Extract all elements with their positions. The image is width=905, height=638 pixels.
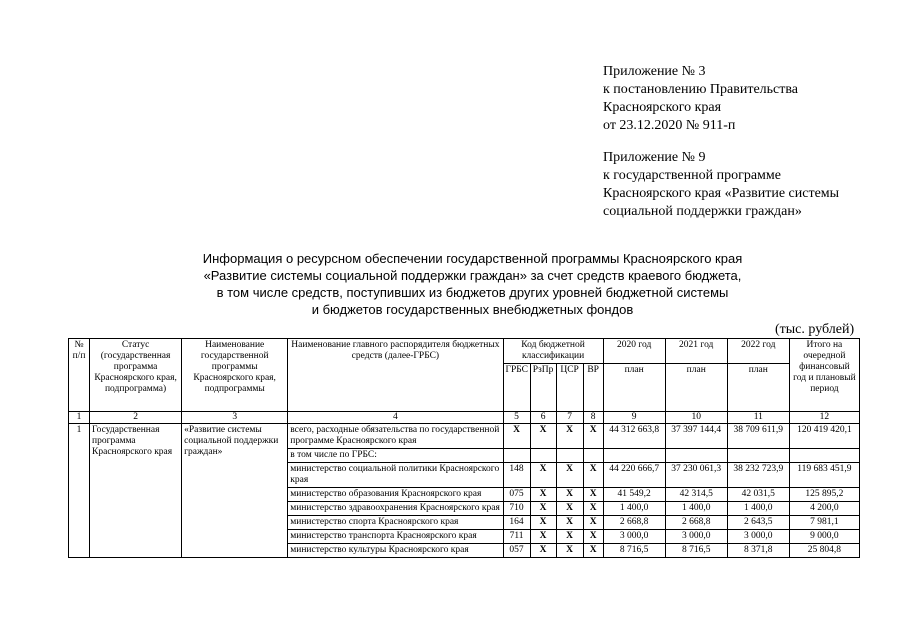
grbs-name: министерство культуры Красноярского края xyxy=(288,544,503,558)
code-cell: X xyxy=(530,544,556,558)
value-total: 7 981,1 xyxy=(789,516,859,530)
value-2020: 44 220 666,7 xyxy=(603,463,665,488)
annex-9-block xyxy=(603,149,839,221)
incl-grbs-label: в том числе по ГРБС: xyxy=(288,449,503,463)
value-2022: 38 709 611,9 xyxy=(727,424,789,449)
column-number: 6 xyxy=(530,412,556,424)
code-cell: X xyxy=(556,502,583,516)
code-cell: X xyxy=(530,530,556,544)
code-cell: X xyxy=(556,463,583,488)
value-2022: 42 031,5 xyxy=(727,488,789,502)
annex-9-line: к государственной программе xyxy=(603,168,781,183)
header-classification: Код бюджетной классификации xyxy=(503,339,603,364)
grbs-code: 710 xyxy=(503,502,530,516)
grbs-name: министерство социальной политики Красноярского края xyxy=(288,463,503,488)
header-code-csr: ЦСР xyxy=(556,364,583,412)
code-cell: X xyxy=(530,424,556,449)
grbs-name: министерство транспорта Красноярского края xyxy=(288,530,503,544)
code-cell: X xyxy=(556,424,583,449)
value-2021: 8 716,5 xyxy=(665,544,727,558)
column-number: 9 xyxy=(603,412,665,424)
code-cell: X xyxy=(530,502,556,516)
code-cell: X xyxy=(556,516,583,530)
grbs-code: 075 xyxy=(503,488,530,502)
title-line: Информация о ресурсном обеспечении государственной программы Красноярского края xyxy=(202,251,743,266)
value-total: 125 895,2 xyxy=(789,488,859,502)
value-2020: 2 668,8 xyxy=(603,516,665,530)
grbs-name: министерство здравоохранения Красноярского края xyxy=(288,502,503,516)
header-program-name: Наименование государственной программы Красноярского края, подпрограммы xyxy=(182,339,288,412)
header-status: Статус (государственная программа Красноярского края, подпрограмма) xyxy=(90,339,182,412)
empty-cell xyxy=(556,449,583,463)
empty-cell xyxy=(583,449,603,463)
code-cell: X xyxy=(583,530,603,544)
value-2022: 8 371,8 xyxy=(727,544,789,558)
column-number: 5 xyxy=(503,412,530,424)
column-number: 12 xyxy=(789,412,859,424)
column-number: 4 xyxy=(288,412,503,424)
header-row xyxy=(69,339,860,364)
table-row xyxy=(69,424,860,449)
code-cell: X xyxy=(530,516,556,530)
annex-9-line: Приложение № 9 xyxy=(603,150,706,165)
budget-table xyxy=(68,338,860,558)
code-cell: X xyxy=(530,463,556,488)
header-code-rzpr: РзПр xyxy=(530,364,556,412)
header-grbs-name: Наименование главного распорядителя бюджетных средств (далее-ГРБС) xyxy=(288,339,503,412)
grbs-name: министерство образования Красноярского края xyxy=(288,488,503,502)
document-title xyxy=(120,250,825,318)
value-2021: 42 314,5 xyxy=(665,488,727,502)
empty-cell xyxy=(727,449,789,463)
grbs-code: 057 xyxy=(503,544,530,558)
header-plan-2021: план xyxy=(665,364,727,412)
value-2022: 38 232 723,9 xyxy=(727,463,789,488)
column-number: 8 xyxy=(583,412,603,424)
value-2020: 44 312 663,8 xyxy=(603,424,665,449)
annex-9-line: Красноярского края «Развитие системы xyxy=(603,186,840,201)
empty-cell xyxy=(530,449,556,463)
grbs-code: 148 xyxy=(503,463,530,488)
value-2021: 37 230 061,3 xyxy=(665,463,727,488)
value-total: 9 000,0 xyxy=(789,530,859,544)
value-2020: 8 716,5 xyxy=(603,544,665,558)
title-line: и бюджетов государственных внебюджетных фондов xyxy=(311,302,634,317)
value-2020: 3 000,0 xyxy=(603,530,665,544)
value-total: 4 200,0 xyxy=(789,502,859,516)
row-status: Государственная программа Красноярского края xyxy=(90,424,182,558)
code-cell: X xyxy=(583,502,603,516)
header-code-grbs: ГРБС xyxy=(503,364,530,412)
grbs-name: министерство спорта Красноярского края xyxy=(288,516,503,530)
code-cell: X xyxy=(583,463,603,488)
annex-9-line: социальной поддержки граждан» xyxy=(603,204,802,219)
code-cell: X xyxy=(530,488,556,502)
annex-3-line: Приложение № 3 xyxy=(603,64,706,79)
column-number: 1 xyxy=(69,412,90,424)
code-cell: X xyxy=(583,488,603,502)
header-plan-2020: план xyxy=(603,364,665,412)
code-cell: X xyxy=(503,424,530,449)
code-cell: X xyxy=(556,544,583,558)
value-2021: 3 000,0 xyxy=(665,530,727,544)
value-2020: 1 400,0 xyxy=(603,502,665,516)
row-program-name: «Развитие системы социальной поддержки граждан» xyxy=(182,424,288,558)
code-cell: X xyxy=(556,530,583,544)
header-code-vr: ВР xyxy=(583,364,603,412)
header-year-2022: 2022 год xyxy=(727,339,789,364)
value-2021: 37 397 144,4 xyxy=(665,424,727,449)
header-year-2021: 2021 год xyxy=(665,339,727,364)
column-number: 10 xyxy=(665,412,727,424)
header-num: № п/п xyxy=(69,339,90,412)
empty-cell xyxy=(603,449,665,463)
value-2022: 1 400,0 xyxy=(727,502,789,516)
code-cell: X xyxy=(583,424,603,449)
value-total: 120 419 420,1 xyxy=(789,424,859,449)
annex-3-line: Красноярского края xyxy=(603,100,722,115)
column-number-row xyxy=(69,412,860,424)
value-2022: 3 000,0 xyxy=(727,530,789,544)
value-2020: 41 549,2 xyxy=(603,488,665,502)
empty-cell xyxy=(665,449,727,463)
unit-label: (тыс. рублей) xyxy=(775,322,855,337)
grbs-code: 164 xyxy=(503,516,530,530)
title-line: в том числе средств, поступивших из бюджетов других уровней бюджетной системы xyxy=(216,285,729,300)
column-number: 11 xyxy=(727,412,789,424)
value-2022: 2 643,5 xyxy=(727,516,789,530)
value-2021: 2 668,8 xyxy=(665,516,727,530)
grbs-code: 711 xyxy=(503,530,530,544)
code-cell: X xyxy=(556,488,583,502)
row-number: 1 xyxy=(69,424,90,558)
annex-3-line: к постановлению Правительства xyxy=(603,82,799,97)
annex-3-block xyxy=(603,63,798,135)
empty-cell xyxy=(789,449,859,463)
header-year-2020: 2020 год xyxy=(603,339,665,364)
code-cell: X xyxy=(583,544,603,558)
empty-cell xyxy=(503,449,530,463)
title-line: «Развитие системы социальной поддержки граждан» за счет средств краевого бюджета, xyxy=(203,268,742,283)
total-row-label: всего, расходные обязательства по государственной программе Красноярского края xyxy=(288,424,503,449)
annex-3-line: от 23.12.2020 № 911-п xyxy=(603,118,736,133)
value-total: 119 683 451,9 xyxy=(789,463,859,488)
value-2021: 1 400,0 xyxy=(665,502,727,516)
column-number: 3 xyxy=(182,412,288,424)
code-cell: X xyxy=(583,516,603,530)
header-total: Итого на очередной финансовый год и плановый период xyxy=(789,339,859,412)
column-number: 2 xyxy=(90,412,182,424)
column-number: 7 xyxy=(556,412,583,424)
header-plan-2022: план xyxy=(727,364,789,412)
value-total: 25 804,8 xyxy=(789,544,859,558)
